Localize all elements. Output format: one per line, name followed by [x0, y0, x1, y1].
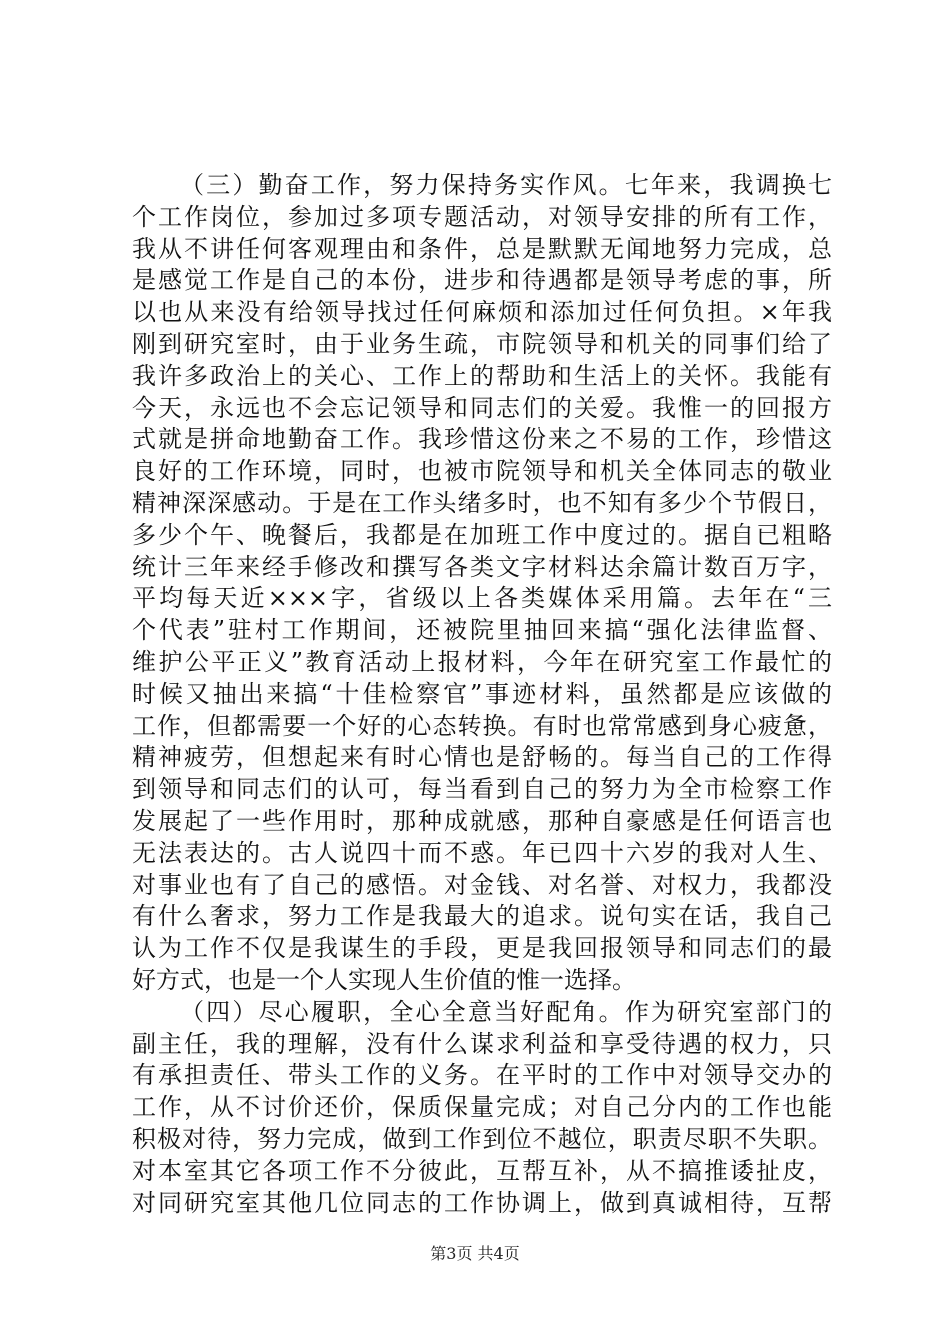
text-line: 对本室其它各项工作不分彼此，互帮互补，从不搞推诿扯皮，: [132, 1156, 832, 1185]
text-line: 精神疲劳，但想起来有时心情也是舒畅的。每当自己的工作得: [132, 743, 832, 772]
text-line: 认为工作不仅是我谋生的手段，更是我回报领导和同志们的最: [132, 934, 832, 963]
text-line: 个代表”驻村工作期间，还被院里抽回来搞“强化法律监督、: [132, 616, 832, 645]
text-line: 有什么奢求，努力工作是我最大的追求。说句实在话，我自己: [132, 902, 832, 931]
text-line: （四）尽心履职，全心全意当好配角。作为研究室部门的: [180, 997, 832, 1026]
text-line: 个工作岗位，参加过多项专题活动，对领导安排的所有工作，: [132, 202, 832, 231]
page-footer: 第3页 共4页: [430, 1244, 520, 1263]
text-line: 有承担责任、带头工作的义务。在平时的工作中对领导交办的: [132, 1061, 832, 1090]
text-line: 发展起了一些作用时，那种成就感，那种自豪感是任何语言也: [132, 806, 832, 835]
text-line: 我从不讲任何客观理由和条件，总是默默无闻地努力完成，总: [132, 234, 832, 263]
text-line: 精神深深感动。于是在工作头绪多时，也不知有多少个节假日，: [132, 488, 832, 517]
text-line: 我许多政治上的关心、工作上的帮助和生活上的关怀。我能有: [132, 361, 832, 390]
text-line: 副主任，我的理解，没有什么谋求利益和享受待遇的权力，只: [132, 1029, 832, 1058]
text-line: 时候又抽出来搞“十佳检察官”事迹材料，虽然都是应该做的: [132, 679, 832, 708]
text-line: 是感觉工作是自己的本份，进步和待遇都是领导考虑的事，所: [132, 266, 832, 295]
text-line: 工作，但都需要一个好的心态转换。有时也常常感到身心疲惫，: [132, 711, 832, 740]
text-line: 刚到研究室时，由于业务生疏，市院领导和机关的同事们给了: [132, 329, 832, 358]
text-line: 无法表达的。古人说四十而不惑。年已四十六岁的我对人生、: [132, 838, 832, 867]
text-line: 工作，从不讨价还价，保质保量完成；对自己分内的工作也能: [132, 1093, 832, 1122]
text-line: 到领导和同志们的认可，每当看到自己的努力为全市检察工作: [132, 775, 832, 804]
text-line: 好方式，也是一个人实现人生价值的惟一选择。: [132, 965, 636, 994]
text-line: 以也从来没有给领导找过任何麻烦和添加过任何负担。×年我: [132, 298, 832, 327]
text-line: 式就是拼命地勤奋工作。我珍惜这份来之不易的工作，珍惜这: [132, 425, 832, 454]
text-line: 今天，永远也不会忘记领导和同志们的关爱。我惟一的回报方: [132, 393, 832, 422]
document-body: [132, 170, 832, 1219]
text-line: 统计三年来经手修改和撰写各类文字材料达余篇计数百万字，: [132, 552, 832, 581]
text-line: 对事业也有了自己的感悟。对金钱、对名誉、对权力，我都没: [132, 870, 832, 899]
text-line: 多少个午、晚餐后，我都是在加班工作中度过的。据自已粗略: [132, 520, 832, 549]
text-line: 良好的工作环境，同时，也被市院领导和机关全体同志的敬业: [132, 457, 832, 486]
text-line: （三）勤奋工作，努力保持务实作风。七年来，我调换七: [180, 171, 832, 199]
text-line: 平均每天近×××字，省级以上各类媒体采用篇。去年在“三: [132, 584, 832, 613]
text-line: 维护公平正义”教育活动上报材料，今年在研究室工作最忙的: [132, 647, 832, 676]
text-line: 对同研究室其他几位同志的工作协调上，做到真诚相待，互帮: [132, 1188, 832, 1217]
text-line: 积极对待，努力完成，做到工作到位不越位，职责尽职不失职。: [132, 1124, 832, 1153]
